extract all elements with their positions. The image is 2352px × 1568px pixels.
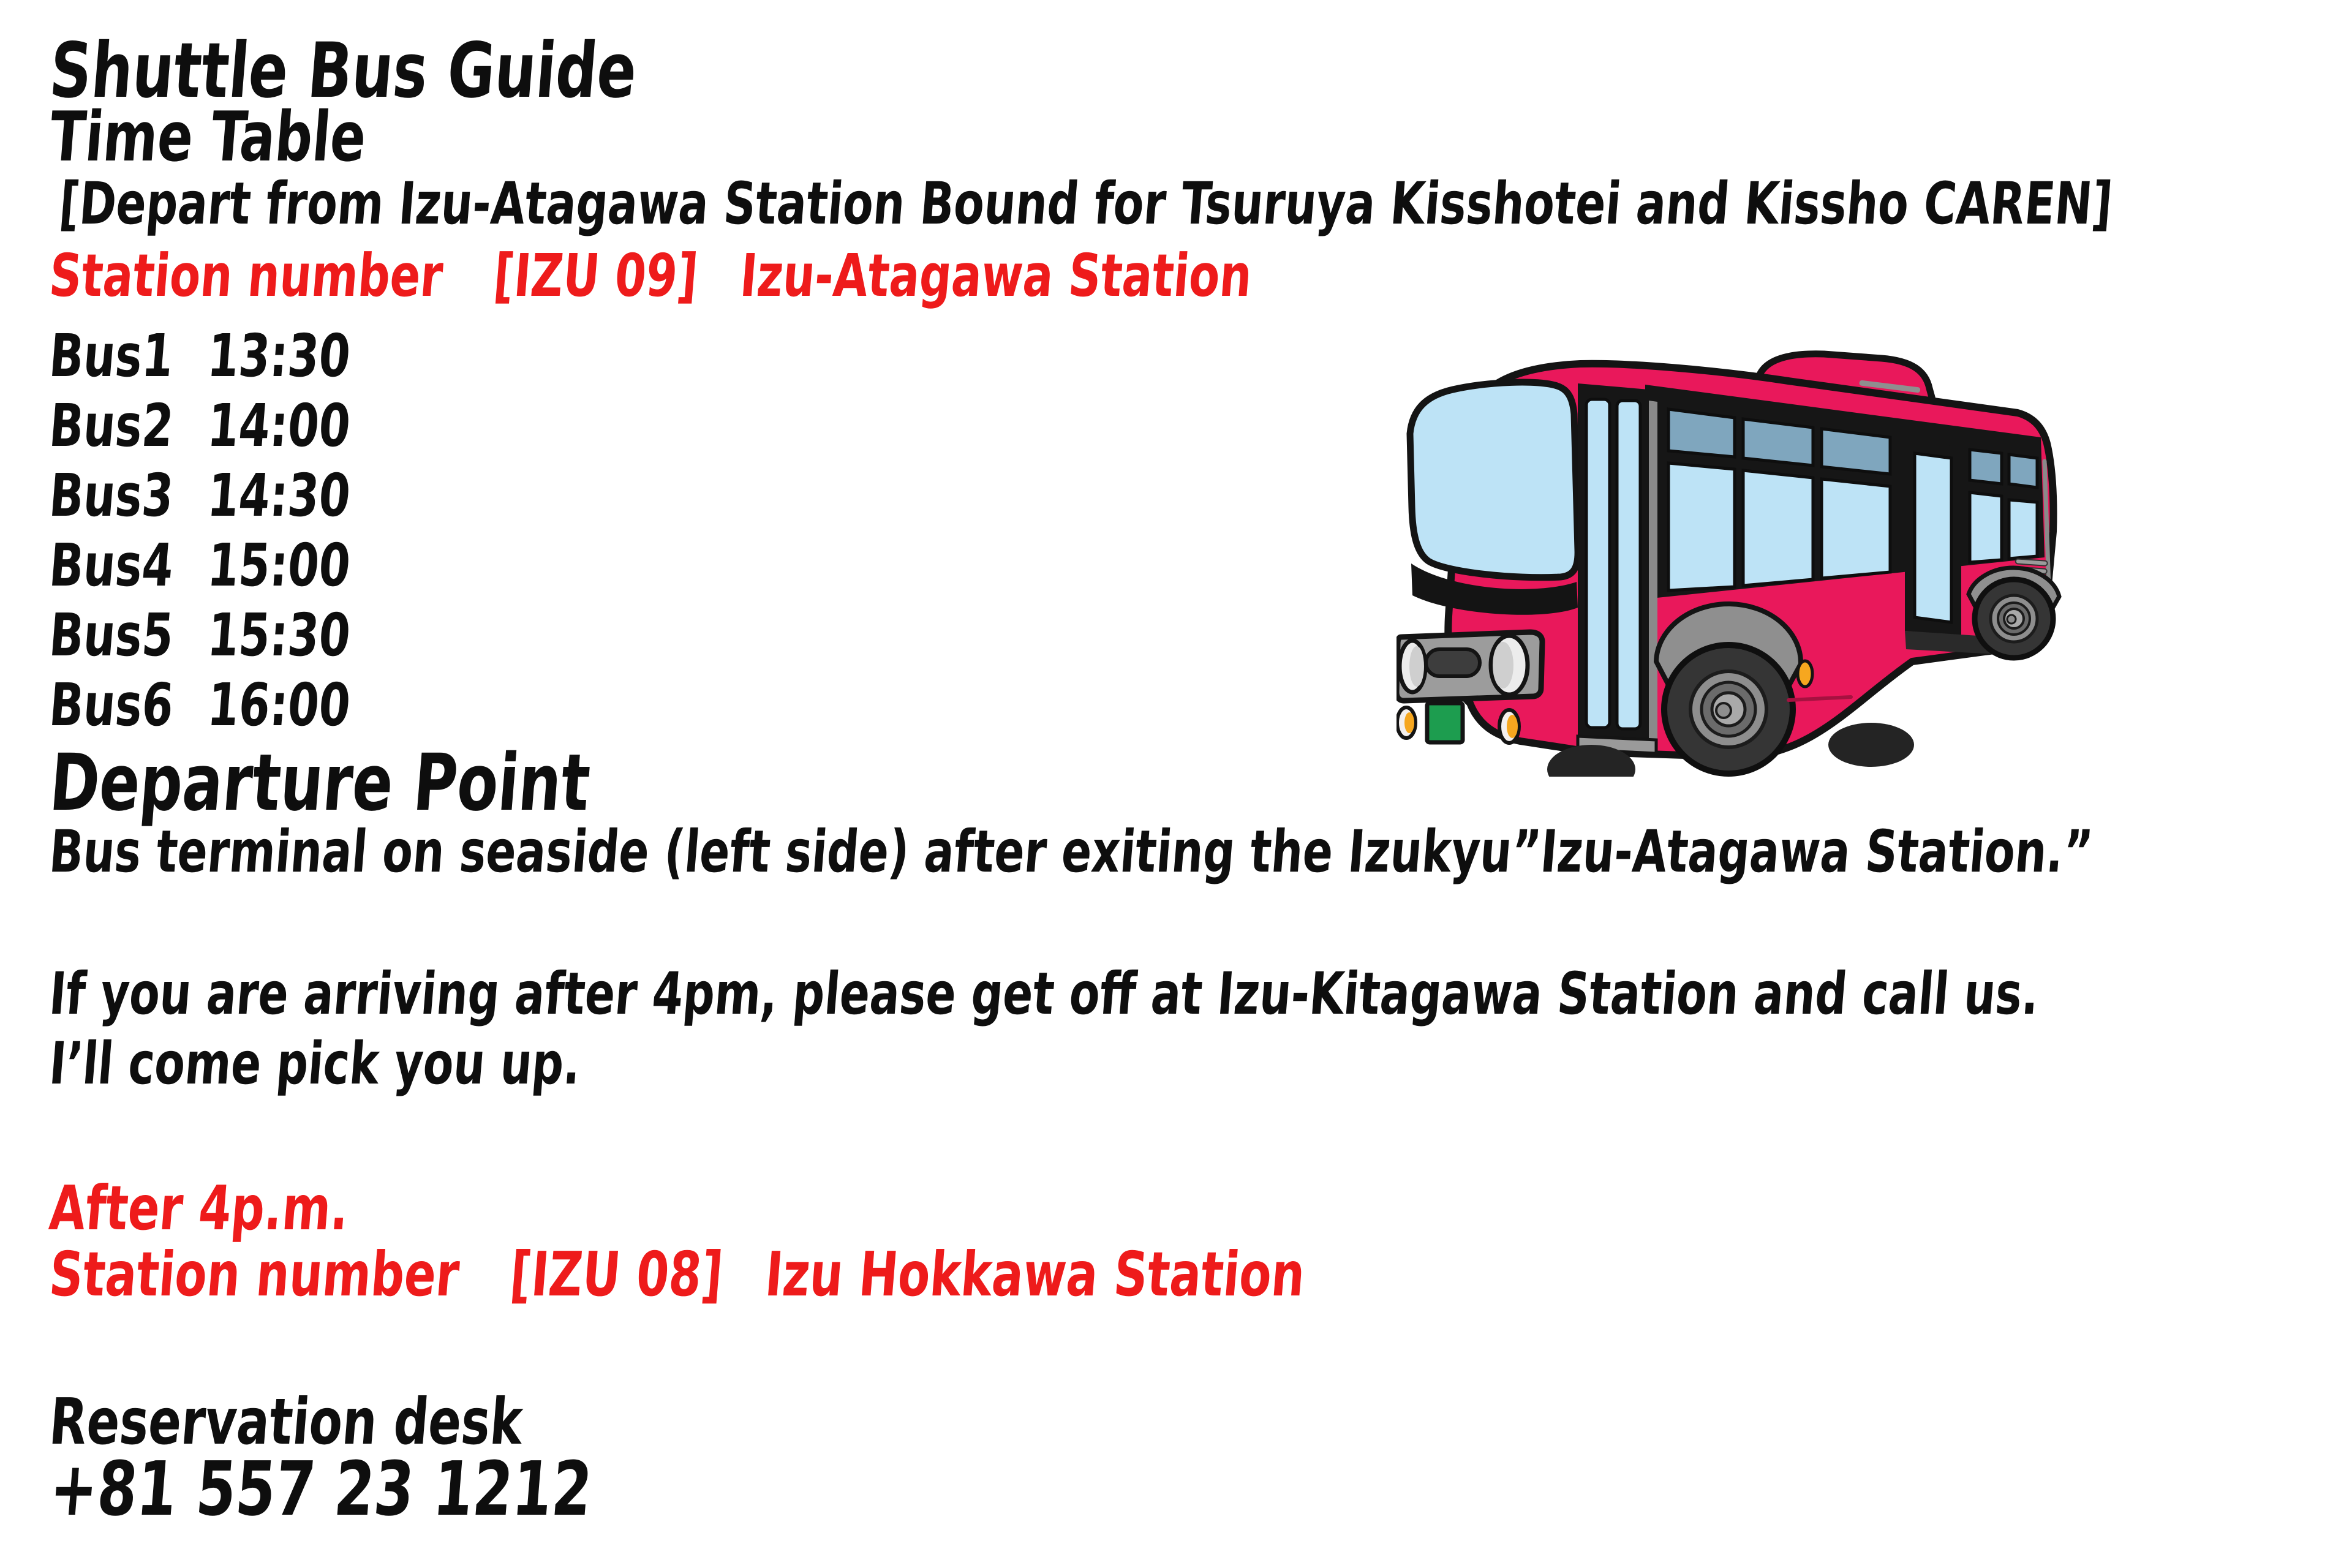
timetable-row	[48, 597, 443, 674]
side-window-upper	[1970, 450, 2002, 484]
late-arrival-notice-line1	[48, 957, 2352, 1033]
station-prefix: Station number	[47, 241, 446, 310]
side-window	[2009, 500, 2037, 559]
late-arrival-notice-line2	[48, 1027, 746, 1102]
headlight-left-icon	[1400, 641, 1425, 692]
far-rear-wheel	[1828, 723, 1914, 767]
departure-point-description	[48, 815, 2352, 891]
station-name: Izu-Atagawa Station	[737, 241, 1255, 310]
late-arrival-notice-text2: I’ll come pick you up.	[47, 1030, 584, 1098]
route-description	[58, 167, 2352, 243]
front-wheel	[1656, 604, 1801, 774]
bus-number: Bus6	[47, 671, 176, 739]
station-line-izu09	[48, 238, 1629, 314]
timetable-row	[48, 318, 443, 394]
reservation-desk-text: Reservation desk	[47, 1384, 526, 1459]
timetable-row	[48, 388, 443, 464]
license-plate	[1427, 703, 1463, 742]
bus-number: Bus4	[47, 531, 176, 600]
bus-number: Bus1	[47, 322, 176, 390]
departure-point-description-text: Bus terminal on seaside (left side) after exiting the Izukyu”Izu-Atagawa Station.”	[47, 818, 2095, 886]
bus-number: Bus5	[47, 601, 176, 669]
route-description-text: [Depart from Izu-Atagawa Station Bound for Tsuruya Kisshotei and Kissho CAREN]	[56, 170, 2115, 238]
timetable-row	[48, 527, 443, 604]
front-door-window	[1617, 401, 1640, 729]
front-marker-light	[1499, 710, 1519, 743]
bus-number: Bus2	[47, 391, 176, 460]
station-code: [IZU 08]	[507, 1238, 726, 1310]
bus-time: 16:00	[205, 671, 353, 739]
grille	[1426, 649, 1480, 676]
bus-time: 15:30	[205, 601, 353, 669]
rear-wheel	[1969, 568, 2059, 658]
windshield	[1410, 382, 1578, 578]
side-window	[1668, 463, 1735, 590]
bus-time: 15:00	[205, 531, 353, 600]
late-arrival-notice-text1: If you are arriving after 4pm, please get off at Izu-Kitagawa Station and call us.	[47, 960, 2042, 1028]
rear-door-window	[1915, 453, 1951, 622]
side-marker-light	[1798, 661, 1812, 687]
timetable-subtitle-text: Time Table	[47, 97, 369, 177]
page-title-text: Shuttle Bus Guide	[47, 27, 640, 115]
reservation-phone-number	[48, 1441, 760, 1538]
front-door-window	[1586, 399, 1610, 728]
side-window	[1822, 479, 1890, 578]
bus-number: Bus3	[47, 461, 176, 530]
station-name: Izu Hokkawa Station	[763, 1238, 1308, 1310]
station-code: [IZU 09]	[491, 241, 701, 310]
timetable-row	[48, 458, 443, 534]
after-hours-heading-text: After 4p.m.	[47, 1172, 352, 1244]
side-window-upper	[1743, 419, 1813, 466]
shuttle-bus-icon	[1396, 348, 2070, 777]
side-window	[1743, 470, 1813, 586]
front-marker-light	[1397, 707, 1415, 738]
side-window-upper	[2009, 454, 2037, 488]
bus-time: 14:00	[205, 391, 353, 460]
headlight-right-icon	[1491, 636, 1528, 695]
station-line-izu08	[48, 1235, 1699, 1314]
front-door-jamb	[1649, 401, 1657, 745]
side-window	[1970, 492, 2002, 562]
reservation-phone-text: +81 557 23 1212	[47, 1446, 595, 1532]
bus-time: 13:30	[205, 322, 353, 390]
departure-point-heading-text: Departure Point	[47, 737, 594, 829]
side-window-upper	[1668, 409, 1735, 457]
side-window-upper	[1822, 429, 1890, 474]
station-prefix: Station number	[47, 1238, 462, 1310]
bus-time: 14:30	[205, 461, 353, 530]
